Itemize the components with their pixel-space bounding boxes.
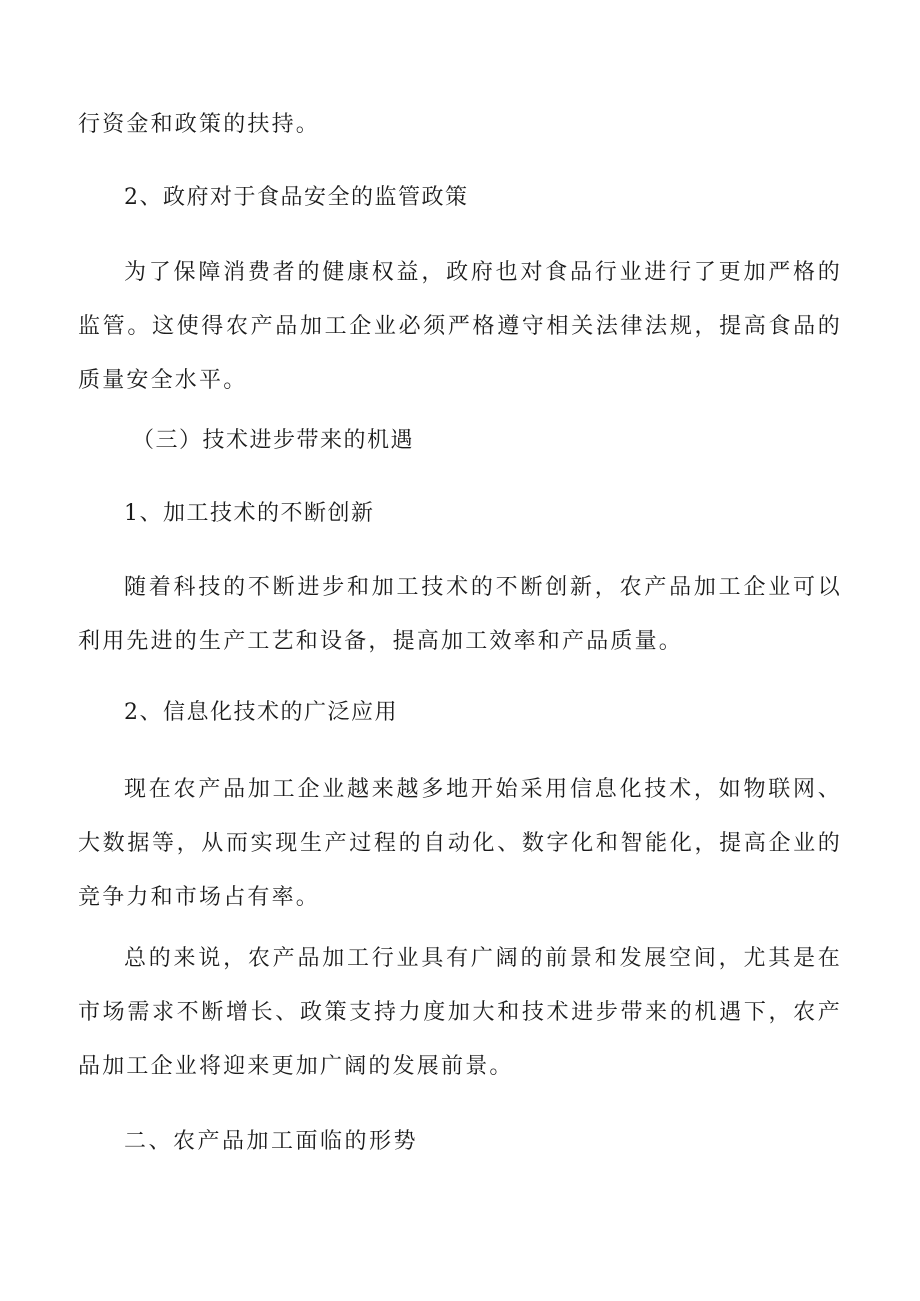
heading-section-two: 二、农产品加工面临的形势	[124, 1129, 419, 1154]
paragraph-summary: 总的来说，农产品加工行业具有广阔的前景和发展空间，尤其是在市场需求不断增长、政策支持力度加大和技术进步带来的机遇下，农产品加工企业将迎来更加广阔的发展前景。	[78, 946, 842, 1079]
paragraph-processing-innovation: 随着科技的不断进步和加工技术的不断创新，农产品加工企业可以利用先进的生产工艺和设备，提高加工效率和产品质量。	[78, 575, 842, 654]
heading-technology-opportunities: （三）技术进步带来的机遇	[132, 428, 415, 453]
heading-processing-innovation: 1、加工技术的不断创新	[124, 501, 375, 526]
paragraph-information-technology: 现在农产品加工企业越来越多地开始采用信息化技术，如物联网、大数据等，从而实现生产过程的自动化、数字化和智能化，提高企业的竞争力和市场占有率。	[78, 777, 842, 910]
heading-information-technology: 2、信息化技术的广泛应用	[124, 700, 398, 725]
paragraph-continuation: 行资金和政策的扶持。	[78, 112, 321, 137]
heading-food-safety-regulation: 2、政府对于食品安全的监管政策	[124, 185, 469, 210]
paragraph-food-safety: 为了保障消费者的健康权益，政府也对食品行业进行了更加严格的监管。这使得农产品加工企业必须严格遵守相关法律法规，提高食品的质量安全水平。	[78, 260, 842, 393]
